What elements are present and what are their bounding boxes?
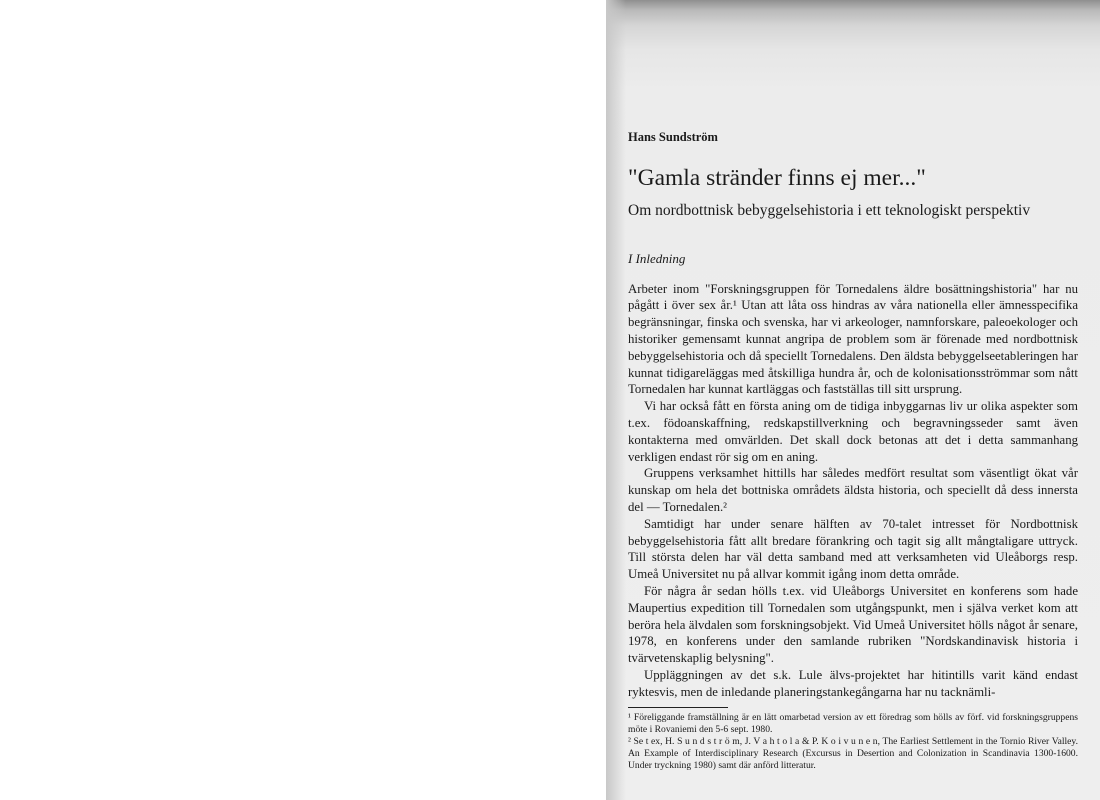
paragraph-5: För några år sedan hölls t.ex. vid Uleåborgs Universitet en konferens som hade Maupertius expedition till Tornedalen som utgångspunkt, men i själva verket kom att beröra hela älvdalen som forskningsobjekt. Vid Umeå Universitet hölls något år senare, 1978, en konferens under den samlande rubriken "Nordskandinavisk historia i tvärvetenskaplig belysning". bbox=[628, 583, 1078, 666]
paragraph-4: Samtidigt har under senare hälften av 70-talet intresset för Nordbottnisk bebyggelsehistoria fått allt bredare förankring och tagit sig allt mångtaligare uttryck. Till största delen har väl detta samband med att verksamheten vid Uleåborgs resp. Umeå Universitet nu på allvar kommit igång inom detta område. bbox=[628, 516, 1078, 582]
article-title: "Gamla stränder finns ej mer..." bbox=[628, 165, 926, 191]
article-subtitle: Om nordbottnisk bebyggelsehistoria i ett teknologiskt perspektiv bbox=[628, 202, 1031, 220]
footnote-divider bbox=[628, 707, 728, 708]
page-content bbox=[628, 130, 1078, 772]
footnote-1: ¹ Föreliggande framställning är en lätt omarbetad version av ett föredrag som hölls av förf. vid forskningsgruppens möte i Rovaniemi den 5-6 sept. 1980. bbox=[628, 711, 1078, 735]
section-heading: I Inledning bbox=[628, 250, 686, 266]
footnote-2: ² Se t ex, H. S u n d s t r ö m, J. V a h t o l a & P. K o i v u n e n, The Earliest Settlement in the Tornio River Valley. An Example of Interdisciplinary Research (Excursus in Desertion and Colonization in Scandinavia 1300-1600. Under tryckning 1980) samt där anförd litteratur. bbox=[628, 735, 1078, 771]
paragraph-2: Vi har också fått en första aning om de tidiga inbyggarnas liv ur olika aspekter som t.ex. födoanskaffning, redskapstillverkning och begravningsseder samt även kontakterna med omvärlden. Det skall dock betonas att det i detta sammanhang verkligen endast rör sig om en aning. bbox=[628, 399, 1078, 464]
paragraph-3: Gruppens verksamhet hittills har således medfört resultat som väsentligt ökat vår kunskap om hela det bottniska områdets äldsta historia, och speciellt då dess innersta del — Tornedalen.² bbox=[628, 466, 1078, 514]
author-name: Hans Sundström bbox=[628, 130, 718, 144]
paragraph-1: Arbeter inom "Forskningsgruppen för Tornedalens äldre bosättningshistoria" har nu pågått i över sex år.¹ Utan att låta oss hindras av våra nationella eller ämnesspecifika begränsningar, finska och svenska, har vi arkeologer, namnforskare, paleoekologer och historiker gemensamt kunnat angripa de problem som är förenade med nordbottnisk bebyggelsehistoria och då speciellt Tornedalens. Den äldsta bebyggelseetableringen har kunnat tidigareläggas med åtskilliga hundra år, och de kolonisationsströmmar som nått Tornedalen har kunnat kartläggas och fastställas till sitt ursprung. bbox=[628, 281, 1078, 397]
scanned-page bbox=[606, 0, 1100, 800]
paragraph-6: Uppläggningen av det s.k. Lule älvs-projektet har hitintills varit känd endast ryktesvis, men de inledande planeringstankegångarna har nu tacknämli- bbox=[628, 667, 1078, 699]
